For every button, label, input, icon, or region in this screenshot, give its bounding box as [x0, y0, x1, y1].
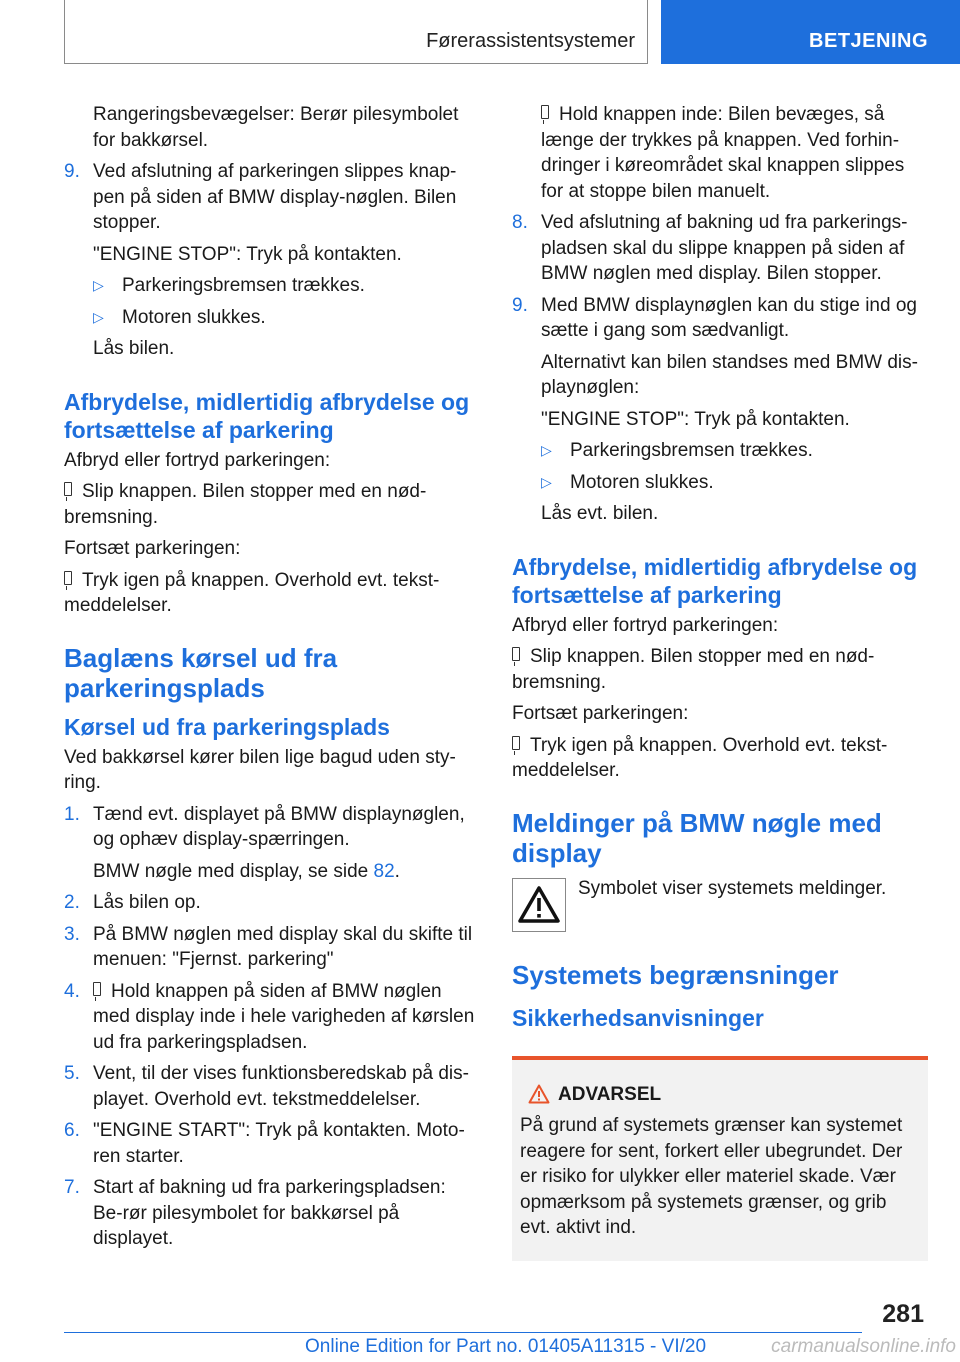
paragraph	[64, 479, 480, 530]
bullet-item	[64, 305, 480, 331]
warning-title	[520, 1082, 914, 1108]
message-symbol-block	[512, 876, 928, 936]
section-heading: Sikkerhedsanvisninger	[512, 1004, 764, 1031]
triangle-bullet-icon: ▷	[541, 442, 552, 458]
paragraph: Rangeringsbevægelser: Berør pilesymbolet for bakkørsel.	[93, 104, 459, 151]
chapter-heading: Baglæns kørsel ud fra parkeringsplads	[64, 642, 338, 703]
paragraph	[512, 733, 928, 784]
key-button-icon	[64, 482, 72, 496]
watermark: carmanualsonline.info	[771, 1336, 956, 1357]
page-link[interactable]: 82	[373, 860, 395, 882]
item-number: 7.	[64, 1177, 80, 1198]
step-text: Tryk igen på knappen. Overhold evt. tekst-meddelelser.	[64, 569, 440, 616]
item-number: 9.	[512, 294, 528, 316]
item-number: 6.	[64, 1120, 80, 1141]
warning-icon	[528, 1084, 550, 1104]
paragraph: Ved bakkørsel kører bilen lige bagud uden sty-ring.	[64, 746, 456, 793]
paragraph: Afbryd eller fortryd parkeringen:	[64, 449, 331, 471]
bullet-item	[512, 470, 928, 496]
item-text: Start af bakning ud fra parkeringspladsen: Be-rør pilesymbolet for bakkørsel på displayet.	[93, 1177, 446, 1249]
list-item	[64, 890, 480, 916]
left-column	[64, 102, 480, 1258]
ref-text: BMW nøgle med display, se side	[93, 860, 374, 882]
step-text: Hold knappen inde: Bilen bevæges, så længe der trykkes på knappen. Ved forhin-dringer i køreområdet skal knappen slippes for at stoppe bilen manuelt.	[541, 104, 905, 202]
paragraph: "ENGINE STOP": Tryk på kontakten.	[541, 408, 850, 430]
key-button-icon	[93, 982, 101, 996]
chapter-title: BETJENING	[809, 30, 928, 52]
paragraph: Afbryd eller fortryd parkeringen:	[512, 614, 779, 636]
paragraph	[64, 568, 480, 619]
section-heading: Afbrydelse, midlertidig afbrydelse og fortsættelse af parkering	[512, 553, 918, 608]
item-text: På BMW nøglen med display skal du skifte til menuen: "Fjernst. parkering"	[93, 923, 473, 970]
paragraph: Lås bilen.	[93, 338, 175, 359]
item-text: Ved afslutning af bakning ud fra parkerings-pladsen skal du slippe knappen på siden af BMW nøglen med display. Bilen stopper.	[541, 212, 908, 284]
paragraph: Fortsæt parkeringen:	[64, 538, 241, 559]
item-text: Vent, til der vises funktionsberedskab på dis-playet. Overhold evt. tekstmeddelelser.	[93, 1063, 469, 1110]
page-number: 281	[882, 1300, 924, 1328]
bullet-text: Motoren slukkes.	[122, 306, 266, 328]
chapter-heading: Systemets begrænsninger	[512, 959, 839, 990]
warning-triangle-icon	[512, 878, 566, 932]
bullet-text: Motoren slukkes.	[570, 471, 714, 493]
step-text: Tryk igen på knappen. Overhold evt. tekst-meddelelser.	[512, 734, 888, 781]
paragraph: Lås evt. bilen.	[541, 503, 659, 524]
item-text: Lås bilen op.	[93, 892, 201, 913]
item-text: Hold knappen på siden af BMW nøglen med display inde i hele varigheden af kørslen ud fra parkeringspladsen.	[93, 980, 475, 1053]
item-number: 3.	[64, 923, 80, 945]
item-number: 5.	[64, 1063, 80, 1084]
right-column	[512, 102, 928, 1261]
key-button-icon	[512, 736, 520, 750]
paragraph: Symbolet viser systemets meldinger.	[578, 877, 887, 899]
item-text: Ved afslutning af parkeringen slippes knap-pen på siden af BMW display-nøglen. Bilen stopper.	[93, 161, 457, 233]
section-heading: Afbrydelse, midlertidig afbrydelse og fortsættelse af parkering	[64, 388, 470, 443]
list-item	[64, 922, 480, 973]
paragraph: "ENGINE STOP": Tryk på kontakten.	[93, 243, 402, 265]
key-button-icon	[512, 647, 520, 661]
warning-text: På grund af systemets grænser kan systemet reagere for sent, forkert eller ubegrundet. Der er risiko for ulykker eller materiel skade. Vær opmærksom på systemets grænser, og grib evt. aktivt ind.	[520, 1115, 903, 1238]
chapter-heading: Meldinger på BMW nøgle med display	[512, 807, 882, 868]
item-number: 4.	[64, 980, 80, 1002]
list-item	[512, 293, 928, 344]
ref-end: .	[394, 860, 400, 882]
chapter-tab	[661, 0, 960, 64]
footer-edition: Online Edition for Part no. 01405A11315 - VI/20	[305, 1336, 707, 1357]
triangle-bullet-icon: ▷	[93, 308, 104, 325]
list-item	[64, 159, 480, 236]
item-number: 9.	[64, 161, 80, 182]
item-text: Med BMW displaynøglen kan du stige ind og sætte i gang som sædvanligt.	[541, 294, 917, 341]
list-item	[64, 1061, 480, 1112]
warning-box	[512, 1056, 928, 1261]
key-button-icon	[64, 571, 72, 585]
step-text: Slip knappen. Bilen stopper med en nød-bremsning.	[64, 481, 427, 528]
key-button-icon	[541, 105, 549, 119]
section-tab	[64, 0, 648, 64]
triangle-bullet-icon: ▷	[541, 473, 552, 490]
list-item	[64, 979, 480, 1056]
footer-rule	[64, 1332, 862, 1333]
list-item	[512, 210, 928, 287]
item-number: 1.	[64, 803, 80, 825]
item-text: Tænd evt. displayet på BMW displaynøglen, og ophæv display-spærringen.	[93, 803, 465, 850]
bullet-text: Parkeringsbremsen trækkes.	[122, 275, 365, 296]
paragraph	[512, 644, 928, 695]
bullet-item	[512, 438, 928, 464]
warning-title-text: ADVARSEL	[558, 1083, 662, 1105]
bullet-item	[64, 273, 480, 299]
list-item	[64, 802, 480, 853]
list-item	[64, 1118, 480, 1169]
step-text: Slip knappen. Bilen stopper med en nød-bremsning.	[512, 646, 875, 693]
list-item	[64, 1175, 480, 1252]
section-title: Førerassistentsystemer	[426, 30, 635, 52]
paragraph	[512, 102, 928, 204]
bullet-text: Parkeringsbremsen trækkes.	[570, 440, 813, 461]
item-number: 2.	[64, 892, 80, 913]
section-heading: Kørsel ud fra parkeringsplads	[64, 713, 390, 740]
page-header	[0, 0, 960, 66]
item-text: "ENGINE START": Tryk på kontakten. Moto-ren starter.	[93, 1120, 465, 1167]
paragraph: Alternativt kan bilen standses med BMW dis-playnøglen:	[541, 351, 918, 398]
paragraph: Fortsæt parkeringen:	[512, 703, 689, 724]
item-number: 8.	[512, 212, 528, 233]
paragraph	[64, 859, 480, 885]
triangle-bullet-icon: ▷	[93, 277, 104, 293]
